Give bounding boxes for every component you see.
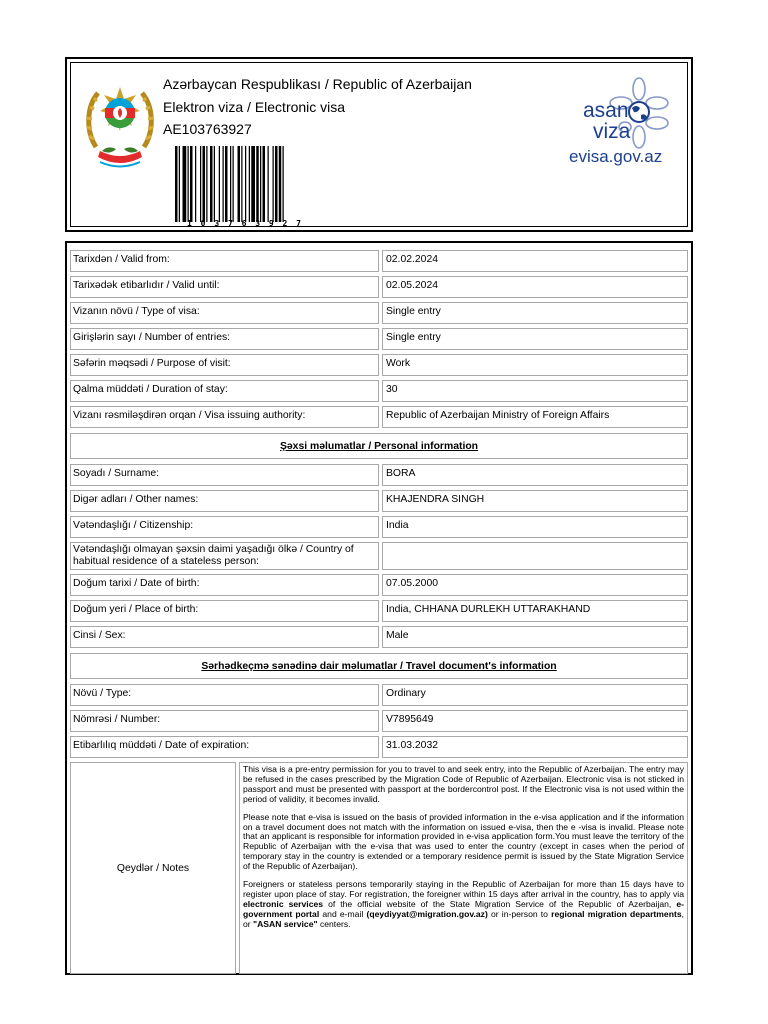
field-label: Qalma müddəti / Duration of stay:: [70, 380, 379, 402]
barcode-number: 1 0 3 7 6 3 9 2 7: [187, 219, 303, 228]
visa-header-inner: [70, 62, 688, 227]
notes-label: Qeydlər / Notes: [70, 762, 236, 974]
field-value-stateless-residence: [382, 542, 688, 570]
field-label: Cinsi / Sex:: [70, 626, 379, 648]
field-value-other-names: KHAJENDRA SINGH: [382, 490, 688, 512]
field-label: Doğum tarixi / Date of birth:: [70, 574, 379, 596]
notes-bold-egov-portal: e-government portal: [243, 898, 684, 919]
section-title-personal: Şəxsi məlumatlar / Personal information: [70, 433, 688, 459]
notes-text-span: or in-person to: [487, 908, 552, 919]
field-value-document-type: Ordinary: [382, 684, 688, 706]
field-label: Vətəndaşlığı / Citizenship:: [70, 516, 379, 538]
field-value-expiration: 31.03.2032: [382, 736, 688, 758]
field-value-surname: BORA: [382, 464, 688, 486]
field-label: Doğum yeri / Place of birth:: [70, 600, 379, 622]
field-label: Girişlərin sayı / Number of entries:: [70, 328, 379, 350]
notes-text-span: Foreigners or stateless persons temporarily staying in the Republic of Azerbaijan for more than 15 days have to register upon place of stay. For registration, the foreigner within 15 days after arrival in the country, has to apply via: [243, 879, 684, 899]
field-value-visa-type: Single entry: [382, 302, 688, 324]
azerbaijan-emblem-icon: [82, 77, 158, 169]
field-value-place-of-birth: India, CHHANA DURLEKH UTTARAKHAND: [382, 600, 688, 622]
notes-text-span: of the official website of the State Migration Service of the Republic of Azerbaijan,: [323, 898, 677, 909]
notes-text: [239, 762, 688, 974]
visa-number: AE103763927: [163, 121, 252, 137]
visa-header: [65, 57, 693, 232]
notes-text-span: , or: [243, 908, 684, 929]
field-label: Digər adları / Other names:: [70, 490, 379, 512]
field-label: Vizanın növü / Type of visa:: [70, 302, 379, 324]
notes-text-span: centers.: [317, 918, 351, 929]
notes-paragraph: [243, 880, 684, 930]
notes-bold-regional-departments: regional migration departments: [551, 908, 682, 919]
evisa-website: evisa.gov.az: [569, 147, 663, 166]
field-value-valid-until: 02.05.2024: [382, 276, 688, 298]
field-label: Vizanı rəsmiləşdirən orqan / Visa issuing authority:: [70, 406, 379, 428]
field-value-duration: 30: [382, 380, 688, 402]
field-value-document-number: V7895649: [382, 710, 688, 732]
logo-word-asan: asan: [583, 99, 629, 122]
field-value-valid-from: 02.02.2024: [382, 250, 688, 272]
field-label: Nömrəsi / Number:: [70, 710, 379, 732]
visa-details-table: [65, 241, 693, 975]
barcode: [175, 146, 315, 222]
field-value-sex: Male: [382, 626, 688, 648]
notes-bold-electronic-services: electronic services: [243, 898, 324, 909]
notes-text-span: and e-mail: [319, 908, 367, 919]
field-label: Tarixdən / Valid from:: [70, 250, 379, 272]
field-label: Növü / Type:: [70, 684, 379, 706]
notes-bold-email: (qeydiyyat@migration.gov.az): [366, 908, 488, 919]
logo-word-viza: viza: [593, 120, 631, 143]
field-value-citizenship: India: [382, 516, 688, 538]
visa-type-line: Elektron viza / Electronic visa: [163, 98, 346, 115]
notes-bold-asan-service: "ASAN service": [253, 918, 318, 929]
field-label: Etibarlılıq müddəti / Date of expiration:: [70, 736, 379, 758]
field-label: Səfərin məqsədi / Purpose of visit:: [70, 354, 379, 376]
field-value-entries: Single entry: [382, 328, 688, 350]
field-label: Tarixədək etibarlıdır / Valid until:: [70, 276, 379, 298]
header-text-block: [163, 73, 472, 141]
field-label: Vətəndaşlığı olmayan şəxsin daimi yaşadığı ölkə / Country of habitual residence of a stateless person:: [70, 542, 379, 570]
field-value-date-of-birth: 07.05.2000: [382, 574, 688, 596]
field-value-authority: Republic of Azerbaijan Ministry of Foreign Affairs: [382, 406, 688, 428]
field-value-purpose: Work: [382, 354, 688, 376]
section-title-travel-document: Sərhədkeçmə sənədinə dair məlumatlar / Travel document's information: [70, 653, 688, 679]
field-label: Soyadı / Surname:: [70, 464, 379, 486]
notes-paragraph: Please note that e-visa is issued on the basis of provided information in the e-visa application and if the information on a travel document does not match with the information on issued e-visa, then the e -visa is invalid. Please note that an applicant is responsible for information provided in e-visa application form.You must leave the territory of the Republic of Azerbaijan with the e-visa that was used to enter the country (except in cases when the period of temporary stay in the country is extended or a temporary residence permit is issued by the State Migration Service of the Republic of Azerbaijan).: [243, 811, 684, 872]
notes-paragraph: This visa is a pre-entry permission for you to travel to and seek entry, into the Republic of Azerbaijan. The entry may be refused in the cases prescribed by the Migration Code of Republic of Azerbaijan. Electronic visa is not sticked in passport and must be presented with passport at the bordercontrol post. If the Electronic visa is not used within the period of validity, it becomes invalid.: [243, 764, 684, 804]
issuing-country-line: Azərbaycan Respublikası / Republic of Azerbaijan: [163, 76, 472, 92]
